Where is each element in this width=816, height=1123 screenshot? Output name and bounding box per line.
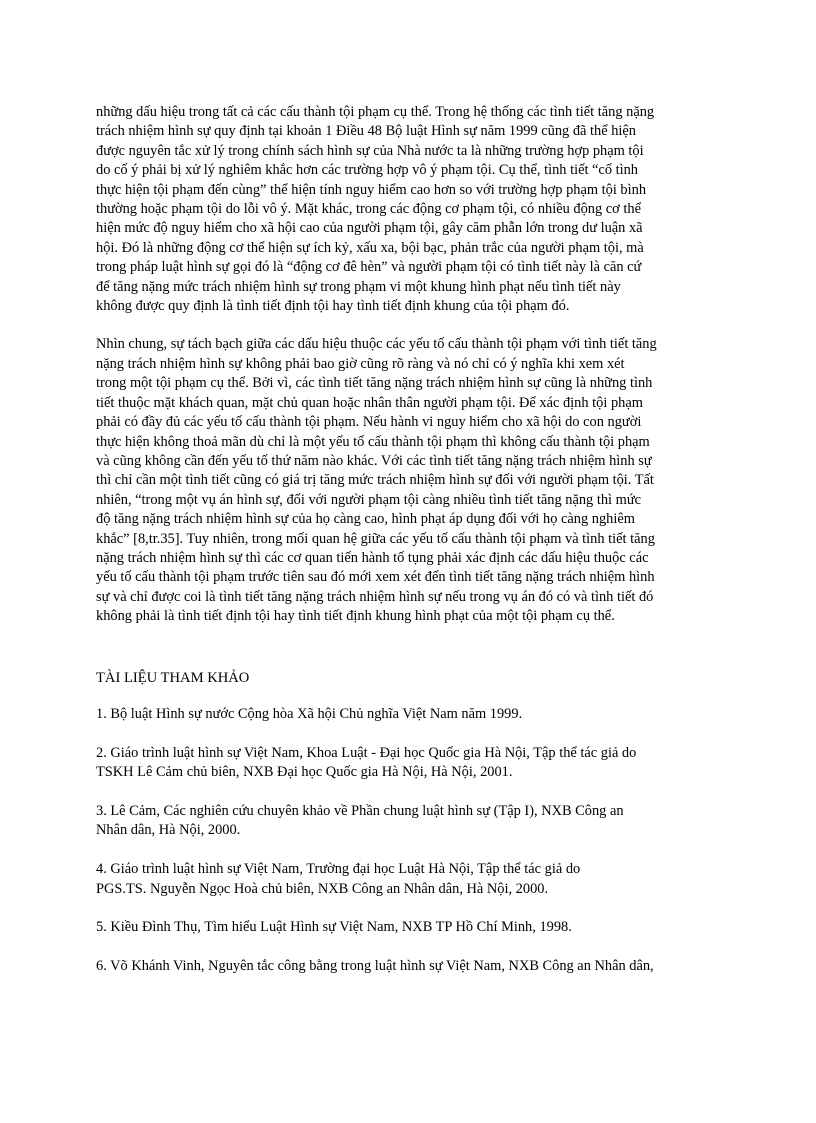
reference-item-1 <box>96 705 718 724</box>
reference-item-3 <box>96 802 718 841</box>
body-paragraph-2 <box>96 335 718 626</box>
paragraph-line: yếu tố cấu thành tội phạm trước tiên sau đó mới xem xét đến tình tiết tăng nặng trách nhiệm hình <box>96 569 655 586</box>
paragraph-line: do cố ý phải bị xử lý nghiêm khắc hơn các trường hợp vô ý phạm tội. Cụ thể, tình tiết “cố tình <box>96 162 639 179</box>
paragraph-line: nhiên, “trong một vụ án hình sự, đối với người phạm tội càng nhiều tình tiết tăng nặng thì mức <box>96 491 642 508</box>
paragraph-line: thực hiện không thoả mãn dù chỉ là một yếu tố cấu thành tội phạm thì không cấu thành tội phạm <box>96 433 650 450</box>
paragraph-line: trong một tội phạm cụ thể. Bởi vì, các tình tiết tăng nặng trách nhiệm hình sự cũng là những tình <box>96 375 653 392</box>
paragraph-line: trách nhiệm hình sự quy định tại khoản 1 Điều 48 Bộ luật Hình sự năm 1999 cũng đã thể hiện <box>96 123 636 140</box>
reference-line: 4. Giáo trình luật hình sự Việt Nam, Trường đại học Luật Hà Nội, Tập thể tác giả do <box>96 861 581 878</box>
reference-line: 5. Kiều Đình Thụ, Tìm hiểu Luật Hình sự Việt Nam, NXB TP Hồ Chí Minh, 1998. <box>96 919 572 936</box>
paragraph-line: phải có đầy đủ các yếu tố cấu thành tội phạm. Nếu hành vi nguy hiểm cho xã hội do con người <box>96 414 642 431</box>
reference-line: 1. Bộ luật Hình sự nước Cộng hòa Xã hội Chủ nghĩa Việt Nam năm 1999. <box>96 705 523 722</box>
paragraph-line: độ tăng nặng trách nhiệm hình sự của họ càng cao, hình phạt áp dụng đối với họ càng nghiêm <box>96 511 635 528</box>
paragraph-line: khắc” [8,tr.35]. Tuy nhiên, trong mối quan hệ giữa các yếu tố cấu thành tội phạm và tình tiết tăng <box>96 530 655 547</box>
paragraph-line: thì chỉ cần một tình tiết cũng có giá trị tăng mức trách nhiệm hình sự đối với người phạm tội. Tất <box>96 472 654 489</box>
reference-line: 6. Võ Khánh Vinh, Nguyên tắc công bằng trong luật hình sự Việt Nam, NXB Công an Nhân dân, <box>96 958 654 975</box>
paragraph-line: nặng trách nhiệm hình sự thì các cơ quan tiến hành tố tụng phải xác định các dấu hiệu thuộc các <box>96 549 649 566</box>
paragraph-line: Nhìn chung, sự tách bạch giữa các dấu hiệu thuộc các yếu tố cấu thành tội phạm với tình tiết tăng <box>96 336 657 353</box>
reference-item-5 <box>96 918 718 937</box>
paragraph-line: những dấu hiệu trong tất cả các cấu thành tội phạm cụ thể. Trong hệ thống các tình tiết tăng nặng <box>96 104 655 120</box>
paragraph-line: thực hiện tội phạm đến cùng” thể hiện tính nguy hiểm cao hơn so với trường hợp phạm tội bình <box>96 181 647 198</box>
reference-line: TSKH Lê Cảm chủ biên, NXB Đại học Quốc gia Hà Nội, Hà Nội, 2001. <box>96 764 513 781</box>
paragraph-line: được nguyên tắc xử lý trong chính sách hình sự của Nhà nước ta là những trường hợp phạm tội <box>96 142 644 159</box>
paragraph-line: để tăng nặng mức trách nhiệm hình sự trong phạm vi một khung hình phạt nếu tình tiết này <box>96 278 621 295</box>
references-heading: TÀI LIỆU THAM KHẢO <box>96 669 250 686</box>
reference-line: Nhân dân, Hà Nội, 2000. <box>96 822 241 839</box>
paragraph-line: trong pháp luật hình sự gọi đó là “động cơ đê hèn” và người phạm tội có tình tiết này là căn cứ <box>96 259 642 276</box>
paragraph-line: hội. Đó là những động cơ thể hiện sự ích kỷ, xấu xa, bội bạc, phản trắc của người phạm tội, mà <box>96 239 644 256</box>
paragraph-line: và cũng không cần đến yếu tố thứ năm nào khác. Với các tình tiết tăng nặng trách nhiệm hình sự <box>96 452 652 469</box>
paragraph-line: không phải là tình tiết định tội hay tình tiết định khung hình phạt của một tội phạm cụ thể. <box>96 608 615 625</box>
reference-item-2 <box>96 744 718 783</box>
body-paragraph-1 <box>96 103 718 316</box>
paragraph-line: thường hoặc phạm tội do lỗi vô ý. Mặt khác, trong các động cơ phạm tội, có nhiều động cơ thể <box>96 201 641 218</box>
paragraph-line: nặng trách nhiệm hình sự không phải bao giờ cũng rõ ràng và nó chỉ có ý nghĩa khi xem xét <box>96 355 625 372</box>
reference-line: 2. Giáo trình luật hình sự Việt Nam, Khoa Luật - Đại học Quốc gia Hà Nội, Tập thể tác giả do <box>96 744 637 761</box>
paragraph-line: tiết thuộc mặt khách quan, mặt chủ quan hoặc nhân thân người phạm tội. Để xác định tội phạm <box>96 394 643 411</box>
paragraph-line: hiện mức độ nguy hiểm cho xã hội cao của người phạm tội, gây căm phẫn lớn trong dư luận xã <box>96 220 643 237</box>
paragraph-line: sự và chỉ được coi là tình tiết tăng nặng trách nhiệm hình sự nếu trong vụ án đó có và tình tiết đó <box>96 588 654 605</box>
reference-line: 3. Lê Cảm, Các nghiên cứu chuyên khảo về Phần chung luật hình sự (Tập I), NXB Công an <box>96 802 624 819</box>
reference-line: PGS.TS. Nguyễn Ngọc Hoà chủ biên, NXB Công an Nhân dân, Hà Nội, 2000. <box>96 880 549 897</box>
paragraph-line: không được quy định là tình tiết định tội hay tình tiết định khung của tội phạm đó. <box>96 298 570 315</box>
reference-item-6 <box>96 957 718 976</box>
reference-item-4 <box>96 860 718 899</box>
document-content <box>96 103 718 996</box>
